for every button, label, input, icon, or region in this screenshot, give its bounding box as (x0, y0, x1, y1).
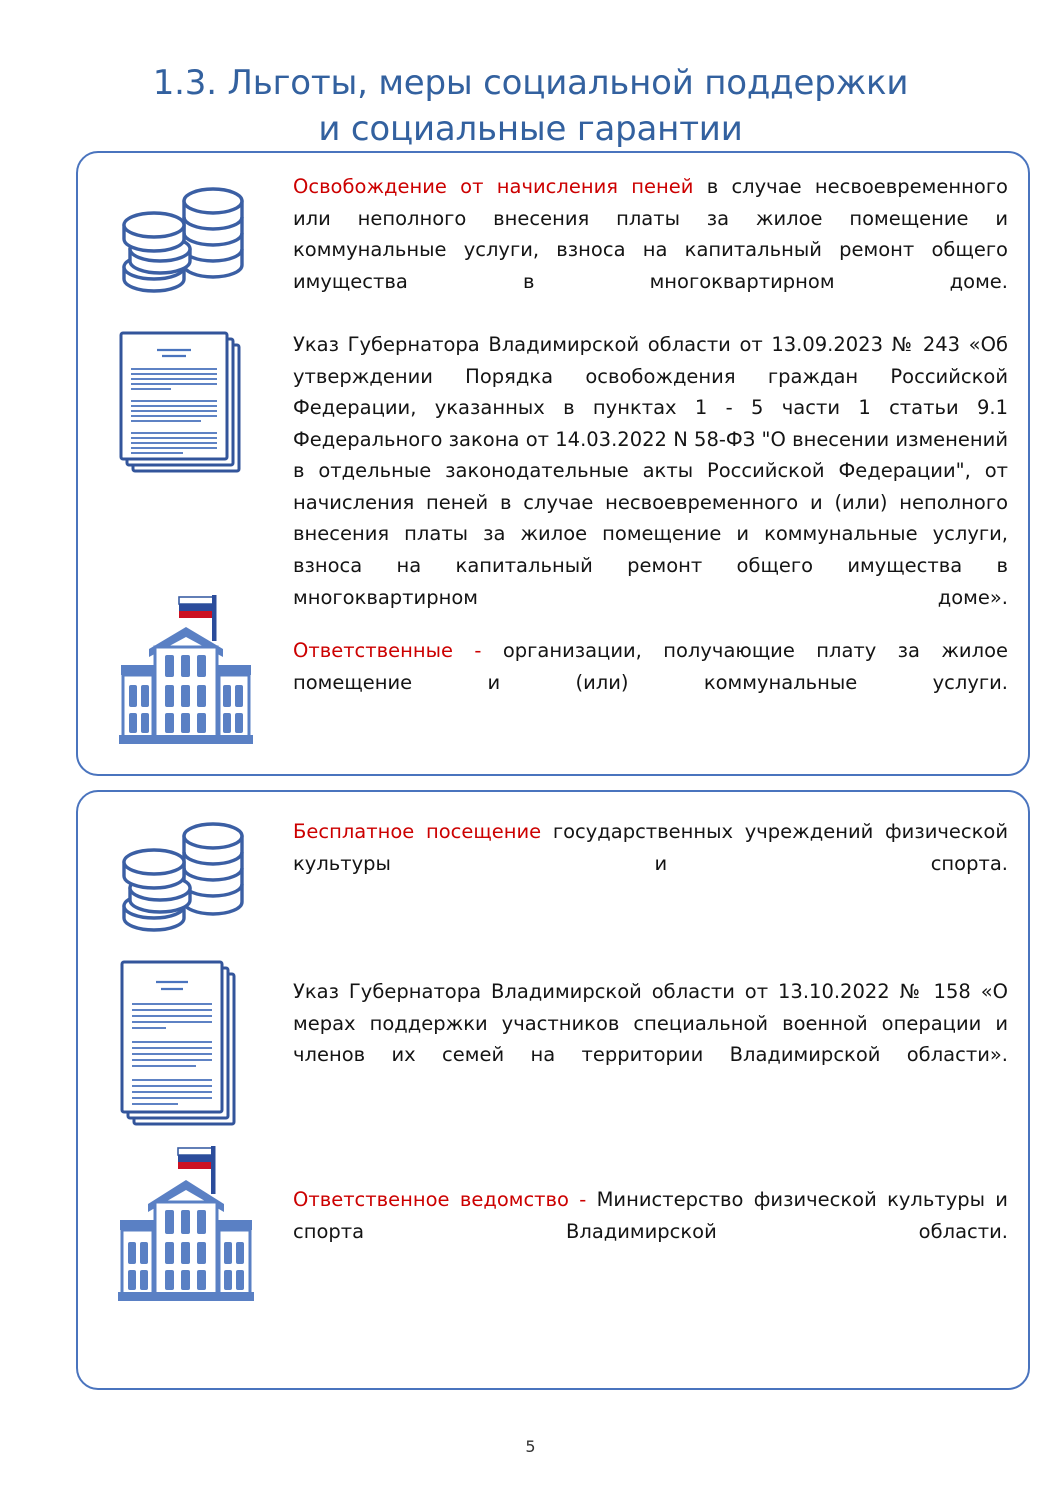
documents-icon-cell (78, 325, 293, 479)
responsible-highlight: Ответственное ведомство - (293, 1188, 587, 1211)
page-number: 5 (525, 1437, 536, 1456)
page-title-line-2: и социальные гарантии (318, 108, 743, 149)
card-row-benefit (78, 810, 1032, 936)
card-row-benefit (78, 171, 1032, 329)
documents-stack-icon (115, 329, 257, 479)
responsible-text-cell (293, 579, 1032, 730)
documents-icon-cell (78, 952, 293, 1130)
coins-icon (110, 814, 262, 936)
benefit-rest: государственных учреждений физической культуры и спорта. (293, 820, 1008, 875)
benefit-text-cell (293, 171, 1032, 329)
card-row-responsible (78, 579, 1032, 747)
benefit-card-free-sport-access (76, 790, 1030, 1390)
documents-stack-icon (116, 958, 256, 1130)
benefit-highlight: Освобождение от начисления пеней (293, 175, 694, 198)
benefit-text-cell (293, 810, 1032, 911)
card-row-legal-basis (78, 952, 1032, 1130)
legal-basis-paragraph: Указ Губернатора Владимирской области от 13.09.2023 № 243 «Об утверждении Порядка освобождения граждан Российской Федерации, указанных в пунктах 1 - 5 части 1 статьи 9.1 Федерального закона от 14.03.2022 N 58-ФЗ "О внесении изменений в отдельные законодательные акты Российской Федерации", от начисления пеней в случае несвоевременного и (или) неполного внесения платы за жилое помещение и коммунальные услуги, взноса на капитальный ремонт общего имущества в многоквартирном доме». (293, 333, 1008, 609)
responsible-highlight: Ответственные - (293, 639, 482, 662)
coins-icon (110, 177, 262, 297)
responsible-rest: Министерство физической культуры и спорта Владимирской области. (293, 1188, 1008, 1243)
benefit-paragraph (293, 816, 1008, 911)
government-building-icon (110, 1138, 262, 1306)
page-title-line-1: 1.3. Льготы, меры социальной поддержки (152, 62, 909, 103)
government-building-icon (111, 587, 261, 747)
benefit-rest: в случае несвоевременного или неполного внесения платы за жилое помещение и коммунальные услуги, взноса на капитальный ремонт общего имущества в многоквартирном доме. (293, 175, 1008, 293)
responsible-rest: организации, получающие плату за жилое помещение и (или) коммунальные услуги. (293, 639, 1008, 694)
coins-icon-cell (78, 810, 293, 936)
benefit-highlight: Бесплатное посещение (293, 820, 542, 843)
responsible-paragraph (293, 635, 1008, 730)
benefit-card-pени-exemption (76, 151, 1030, 776)
responsible-paragraph (293, 1184, 1008, 1279)
government-icon-cell (78, 1132, 293, 1306)
benefit-paragraph (293, 171, 1008, 329)
legal-text-cell (293, 952, 1032, 1102)
legal-basis-paragraph: Указ Губернатора Владимирской области от 13.10.2022 № 158 «О мерах поддержки участников специальной военной операции и членов их семей на территории Владимирской области». (293, 980, 1008, 1067)
responsible-text-cell (293, 1132, 1032, 1279)
coins-icon-cell (78, 171, 293, 297)
page-title (0, 61, 1061, 153)
government-icon-cell (78, 579, 293, 747)
card-row-responsible (78, 1132, 1032, 1306)
